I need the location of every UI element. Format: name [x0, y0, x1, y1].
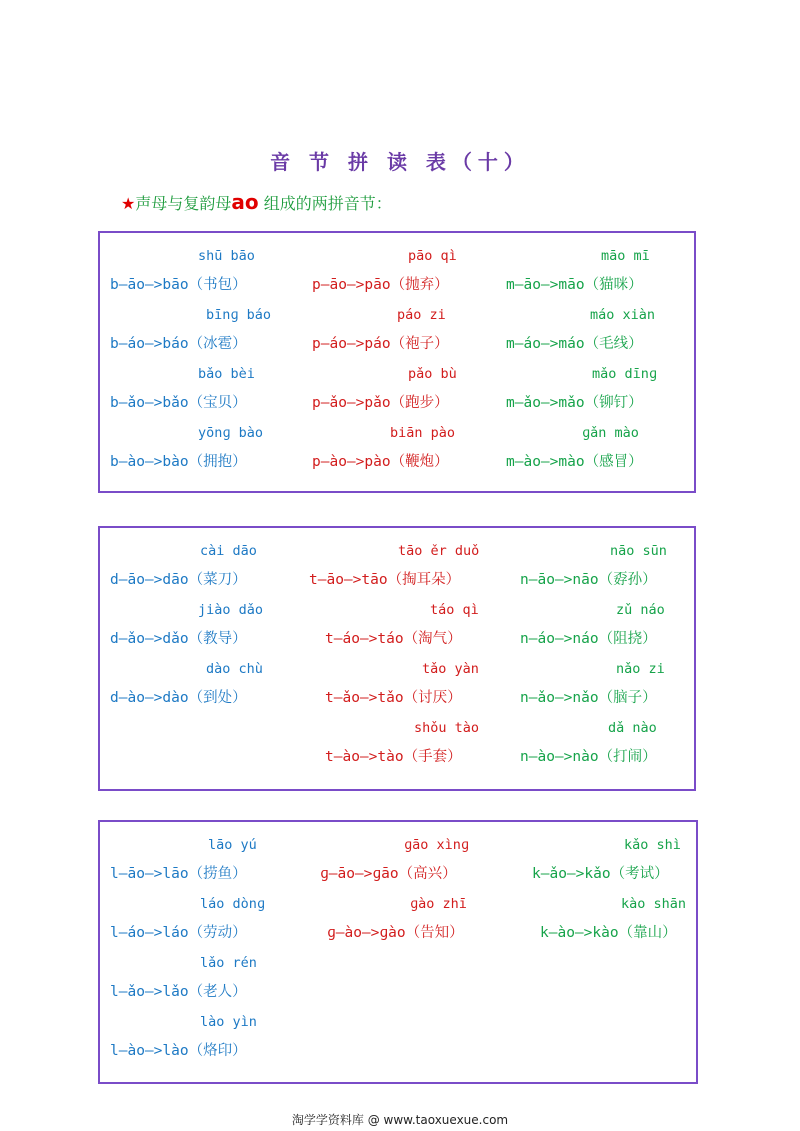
pinyin-word: pāo qì [408, 248, 457, 264]
spelling-example: l—áo—>láo（劳动） [110, 925, 247, 941]
pinyin-word: kào shān [621, 896, 687, 912]
spelling-example: t—ǎo—>tǎo（讨厌） [325, 690, 462, 706]
spelling-example: b—ǎo—>bǎo（宝贝） [110, 395, 247, 411]
spelling-example: b—āo—>bāo（书包） [110, 277, 247, 293]
spelling-example: p—āo—>pāo（抛弃） [312, 277, 449, 293]
pinyin-word: láo dònɡ [200, 896, 266, 912]
pinyin-word: tǎo yàn [422, 661, 479, 677]
pinyin-word: mǎo dīnɡ [592, 366, 658, 382]
spelling-example: m—ǎo—>mǎo（铆钉） [506, 395, 643, 411]
spelling-example: m—áo—>máo（毛线） [506, 336, 643, 352]
pinyin-word: yōnɡ bào [198, 425, 264, 441]
spelling-example: n—ào—>nào（打闹） [520, 749, 657, 765]
spelling-example: k—ǎo—>kǎo（考试） [532, 866, 669, 882]
spelling-example: b—ào—>bào（拥抱） [110, 454, 247, 470]
spelling-example: l—ào—>lào（烙印） [110, 1043, 247, 1059]
spelling-example: b—áo—>báo（冰雹） [110, 336, 247, 352]
spelling-example: t—āo—>tāo（掏耳朵） [309, 572, 461, 588]
pinyin-word: shǒu tào [414, 720, 480, 736]
pinyin-word: táo qì [430, 602, 479, 618]
pinyin-word: ɡào zhī [410, 896, 467, 912]
spelling-example: n—áo—>náo（阻挠） [520, 631, 657, 647]
star-icon: ★ [121, 194, 136, 213]
pinyin-word: nǎo zi [616, 661, 665, 677]
spelling-example: n—āo—>nāo（孬孙） [520, 572, 657, 588]
footer-watermark: 淘学学资料库 @ www.taoxuexue.com [291, 1113, 509, 1127]
pinyin-word: ɡāo xìnɡ [404, 837, 470, 853]
spelling-example: m—ào—>mào（感冒） [506, 454, 643, 470]
pinyin-word: kǎo shì [624, 837, 681, 853]
spelling-example: n—ǎo—>nǎo（脑子） [520, 690, 657, 706]
pinyin-word: lǎo rén [200, 955, 257, 971]
spelling-example: d—āo—>dāo（菜刀） [110, 572, 247, 588]
spelling-example: ɡ—āo—>ɡāo（高兴） [320, 866, 457, 882]
pinyin-word: biān pào [390, 425, 456, 441]
spelling-example: d—ào—>dào（到处） [110, 690, 247, 706]
pinyin-word: tāo ěr duǒ [398, 543, 480, 559]
page-title: 音 节 拼 读 表（十） [270, 150, 530, 174]
pinyin-word: ɡǎn mào [582, 425, 639, 441]
heading-prefix: 声母与复韵母 [135, 194, 232, 213]
pinyin-word: shū bāo [198, 248, 255, 264]
spelling-example: p—áo—>páo（袍子） [312, 336, 449, 352]
heading-final: ao [231, 190, 259, 214]
pinyin-word: bīnɡ báo [206, 307, 272, 323]
spelling-example: k—ào—>kào（靠山） [540, 925, 677, 941]
spelling-example: t—áo—>táo（淘气） [325, 631, 462, 647]
spelling-example: p—ào—>pào（鞭炮） [312, 454, 449, 470]
pinyin-word: dǎ nào [608, 720, 657, 736]
pinyin-word: dào chù [206, 661, 263, 677]
pinyin-word: bǎo bèi [198, 366, 255, 382]
pinyin-word: nāo sūn [610, 543, 667, 559]
spelling-example: ɡ—ào—>ɡào（告知） [327, 925, 464, 941]
pinyin-word: cài dāo [200, 543, 257, 559]
spelling-example: m—āo—>māo（猫咪） [506, 277, 643, 293]
spelling-example: p—ǎo—>pǎo（跑步） [312, 395, 449, 411]
spelling-example: d—ǎo—>dǎo（教导） [110, 631, 247, 647]
section-heading [121, 190, 392, 214]
spelling-example: l—ǎo—>lǎo（老人） [110, 984, 247, 1000]
pinyin-word: lào yìn [200, 1014, 257, 1030]
heading-suffix: 组成的两拼音节： [258, 194, 392, 213]
pinyin-word: páo zi [397, 307, 446, 323]
pinyin-word: jiào dǎo [198, 602, 264, 618]
spelling-example: t—ào—>tào（手套） [325, 749, 462, 765]
spelling-example: l—āo—>lāo（捞鱼） [110, 866, 247, 882]
pinyin-word: pǎo bù [408, 366, 457, 382]
pinyin-word: zǔ náo [616, 602, 665, 618]
pinyin-word: māo mī [601, 248, 650, 264]
pinyin-word: máo xiàn [590, 307, 656, 323]
pinyin-word: lāo yú [208, 837, 257, 853]
